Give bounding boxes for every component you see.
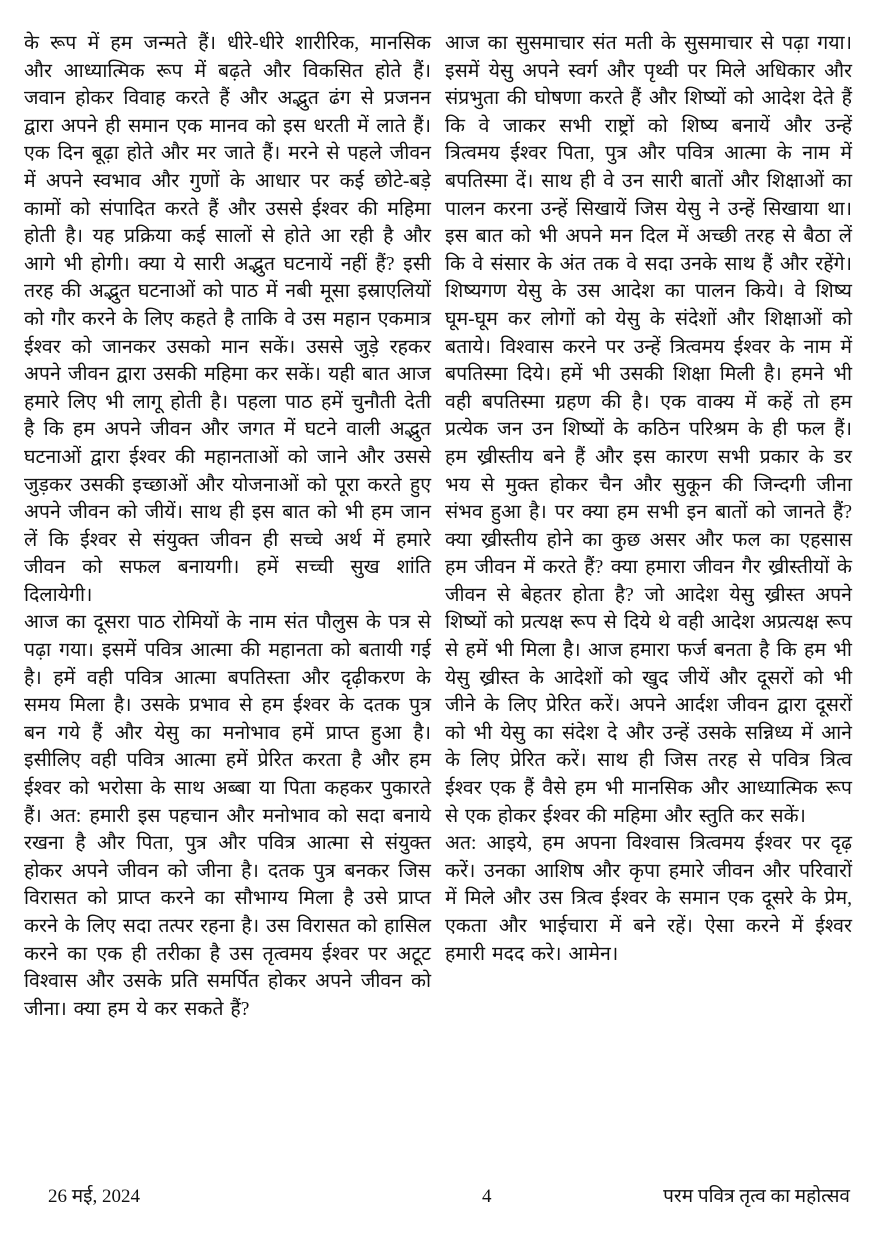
page-footer — [0, 1182, 878, 1212]
paragraph: अत: आइये, हम अपना विश्वास त्रित्वमय ईश्वर पर दृढ़ करें। उनका आशिष और कृपा हमारे जीवन और परिवारों में मिले और उस त्रित्व ईश्वर के समान एक दूसरे के प्रेम, एकता और भाईचारा में बने रहें। ऐसा करने में ईश्वर हमारी मदद करे। आमेन। — [445, 833, 852, 965]
text-columns — [24, 30, 852, 1023]
paragraph: आज का दूसरा पाठ रोमियों के नाम संत पौलुस के पत्र से पढ़ा गया। इसमें पवित्र आत्मा की महानता को बतायी गई है। हमें वही पवित्र आत्मा बपतिस्ता और दृढ़ीकरण के समय मिला है। उसके प्रभाव से हम ईश्वर के दतक पुत्र बन गये हैं और येसु का मनोभाव हमें प्राप्त हुआ है। इसीलिए वही पवित्र आत्मा हमें प्रेरित करता है और हम ईश्वर को भरोसा के साथ अब्बा या पिता कहकर पुकारते हैं। अत: हमारी इस पहचान और मनोभाव को सदा बनाये रखना है और पिता, पुत्र और पवित्र आत्मा से संयुक्त होकर अपने जीवन को जीना है। दतक पुत्र बनकर जिस विरासत को प्राप्त करने का सौभाग्य मिला है उसे प्राप्त करने के लिए सदा तत्पर रहना है। उस विरासत को हासिल करने का एक ही तरीका है उस तृत्वमय ईश्वर पर अटूट विश्वास और उसके प्रति समर्पित होकर अपने जीवन को जीना। क्या हम ये कर सकते हैं? — [24, 612, 431, 1020]
footer-page-number: 4 — [482, 1186, 492, 1207]
right-column — [445, 30, 852, 1023]
paragraph: आज का सुसमाचार संत मती के सुसमाचार से पढ़ा गया। इसमें येसु अपने स्वर्ग और पृथ्वी पर मिले अधिकार और संप्रभुता की घोषणा करते हैं और शिष्यों को आदेश देते हैं कि वे जाकर सभी राष्ट्रों को शिष्य बनायें और उन्हें त्रित्वमय ईश्वर पिता, पुत्र और पवित्र आत्मा के नाम में बपतिस्मा दें। साथ ही वे उन सारी बातों और शिक्षाओं का पालन करना उन्हें सिखायें जिस येसु ने उन्हें सिखाया था। इस बात को भी अपने मन दिल में अच्छी तरह से बैठा लें कि वे संसार के अंत तक वे सदा उनके साथ हैं और रहेंगे। शिष्यगण येसु के उस आदेश का पालन किये। वे शिष्य घूम-घूम कर लोगों को येसु के संदेशों और शिक्षाओं को बताये। विश्वास करने पर उन्हें त्रित्वमय ईश्वर के नाम में बपतिस्मा दिये। हमें भी उसकी शिक्षा मिली है। हमने भी वही बपतिस्मा ग्रहण की है। एक वाक्य में कहें तो हम प्रत्येक जन उन शिष्यों के कठिन परिश्रम के ही फल हैं। हम ख्रीस्तीय बने हैं और इस कारण सभी प्रकार के डर भय से मुक्त होकर चैन और सुकून की जिन्दगी जीना संभव हुआ है। पर क्या हम सभी इन बातों को जानते हैं? क्या ख्रीस्तीय होने का कुछ असर और फल का एहसास हम जीवन में करते हैं? क्या हमारा जीवन गैर ख्रीस्तीयों के जीवन से बेहतर होता है? जो आदेश येसु ख्रीस्त अपने शिष्यों को प्रत्यक्ष रूप से दिये थे वही आदेश अप्रत्यक्ष रूप से हमें भी मिला है। आज हमारा फर्ज बनता है कि हम भी येसु ख्रीस्त के आदेशों को खुद जीयें और दूसरों को भी जीने के लिए प्रेरित करें। अपने आर्दश जीवन द्वारा दूसरों को भी येसु का संदेश दे और उन्हें उसके सन्निध्य में आने के लिए प्रेरित करें। साथ ही जिस तरह से पवित्र त्रित्व ईश्वर एक हैं वैसे हम भी मानसिक और आध्यात्मिक रूप से एक होकर ईश्वर की महिमा और स्तुति कर सकें। — [445, 33, 852, 827]
footer-title: परम पवित्र तृत्व का महोत्सव — [663, 1186, 850, 1207]
footer-date: 26 मई, 2024 — [48, 1186, 140, 1207]
left-column — [24, 30, 431, 1023]
paragraph: के रूप में हम जन्मते हैं। धीरे-धीरे शारीरिक, मानसिक और आध्यात्मिक रूप में बढ़ते और विकसित होते हैं। जवान होकर विवाह करते हैं और अद्भुत ढंग से प्रजनन द्वारा अपने ही समान एक मानव को इस धरती में लाते हैं। एक दिन बूढ़ा होते और मर जाते हैं। मरने से पहले जीवन में अपने स्वभाव और गुणों के आधार पर कई छोटे-बड़े कामों को संपादित करते हैं और उससे ईश्वर की महिमा होती है। यह प्रक्रिया कई सालों से होते आ रही है और आगे भी होगी। क्या ये सारी अद्भुत घटनायें नहीं हैं? इसी तरह की अद्भुत घटनाओं को पाठ में नबी मूसा इस्राएलियों को गौर करने के लिए कहते है ताकि वे उस महान एकमात्र ईश्वर को जानकर उसको मान सकें। उससे जुड़े रहकर अपने जीवन द्वारा उसकी महिमा कर सकें। यही बात आज हमारे लिए भी लागू होती है। पहला पाठ हमें चुनौती देती है कि हम अपने जीवन और जगत में घटने वाली अद्भुत घटनाओं द्वारा ईश्वर की महानताओं को जाने और उससे जुड़कर उसकी इच्छाओं और योजनाओं को पूरा करते हुए अपने जीवन को जीयें। साथ ही इस बात को भी हम जान लें कि ईश्वर से संयुक्त जीवन ही सच्चे अर्थ में हमारे जीवन को सफल बनायगी। हमें सच्ची सुख शांति दिलायेगी। — [24, 33, 431, 606]
